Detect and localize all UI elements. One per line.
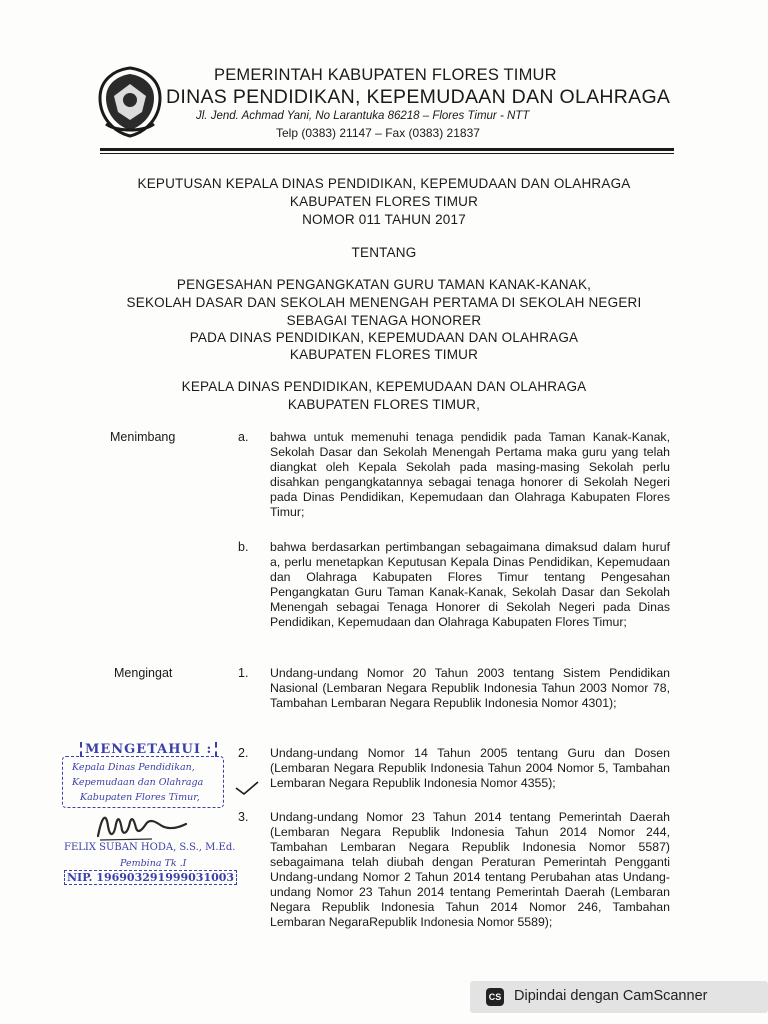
menimbang-marker-b: b. (238, 540, 249, 554)
stamp-position-line-1: Kepala Dinas Pendidikan, (72, 762, 195, 773)
menimbang-marker-a: a. (238, 430, 249, 444)
subject-line-3: SEBAGAI TENAGA HONORER (286, 313, 482, 328)
authority-line-2: KABUPATEN FLORES TIMUR, (287, 397, 481, 412)
decree-title: KEPUTUSAN KEPALA DINAS PENDIDIKAN, KEPEMUDAAN DAN OLAHRAGA (137, 176, 631, 191)
menimbang-item-b: bahwa berdasarkan pertimbangan sebagaimana dimaksud dalam huruf a, perlu menetapkan Keputusan Kepala Dinas Pendidikan, Kepemudaan dan Olahraga Kabupaten Flores Timur tentang Pengesahan Pengangkatan Guru Taman Kanak-Kanak, Sekolah Dasar dan Sekolah Menengah sebagai Tenaga Honorer di Sekolah Negeri pada Dinas Pendidikan, Kepemudaan dan Olahraga Kabupaten Flores Timur; (270, 540, 670, 629)
letterhead-address: Jl. Jend. Achmad Yani, No Larantuka 86218 – Flores Timur - NTT (196, 110, 530, 122)
decree-title-regency: KABUPATEN FLORES TIMUR (289, 194, 479, 209)
handwritten-signature (92, 806, 192, 844)
subject-line-2: SEKOLAH DASAR DAN SEKOLAH MENENGAH PERTAMA DI SEKOLAH NEGERI (126, 295, 642, 310)
mengingat-label: Mengingat (114, 666, 173, 680)
menimbang-item-a: bahwa untuk memenuhi tenaga pendidik pada Taman Kanak-Kanak, Sekolah Dasar dan Sekolah Menengah Pertama maka guru yang telah diangkat oleh Kepala Sekolah pada masing-masing Sekolah perlu disahkan pengangkatannya sebagai tenaga honorer di Sekolah Negeri pada Dinas Pendidikan, Kepemudaan dan Olahraga Kabupaten Flores Timur; (270, 430, 670, 519)
stamp-position-line-3: Kabupaten Flores Timur, (80, 792, 200, 803)
handwritten-tick-mark (234, 778, 260, 798)
mengingat-marker-1: 1. (238, 666, 249, 680)
regency-emblem-logo (96, 66, 164, 138)
decree-number: NOMOR 011 TAHUN 2017 (302, 212, 466, 227)
stamp-official-rank: Pembina Tk .I (120, 858, 187, 869)
letterhead-government-name: PEMERINTAH KABUPATEN FLORES TIMUR (214, 66, 557, 84)
subject-line-4: PADA DINAS PENDIDIKAN, KEPEMUDAAN DAN OLAHRAGA (189, 330, 579, 345)
stamp-title: MENGETAHUI : (80, 742, 217, 757)
letterhead-divider-thick (100, 148, 674, 151)
mengingat-marker-2: 2. (238, 746, 249, 760)
camscanner-logo-icon: CS (486, 988, 504, 1006)
stamp-official-nip: NIP. 196903291999031003 (64, 870, 237, 885)
mengingat-item-2: Undang-undang Nomor 14 Tahun 2005 tentang Guru dan Dosen (Lembaran Negara Republik Indonesia Tahun 2004 Nomor 5, Tambahan Lembaran Negara Republik Indonesia Nomor 4355); (270, 746, 670, 790)
menimbang-label: Menimbang (110, 430, 176, 444)
camscanner-watermark (470, 981, 768, 1013)
letterhead-divider-thin (100, 153, 674, 154)
letterhead-phone: Telp (0383) 21147 – Fax (0383) 21837 (276, 126, 480, 140)
letterhead-agency-name: DINAS PENDIDIKAN, KEPEMUDAAN DAN OLAHRAGA (166, 86, 671, 108)
subject-line-5: KABUPATEN FLORES TIMUR (289, 347, 479, 362)
mengingat-marker-3: 3. (238, 810, 249, 824)
mengingat-item-1: Undang-undang Nomor 20 Tahun 2003 tentang Sistem Pendidikan Nasional (Lembaran Negara Republik Indonesia Tahun 2003 Nomor 78, Tambahan Lembaran Negara Republik Indonesia Nomor 4301); (270, 666, 670, 710)
stamp-official-name: FELIX SUBAN HODA, S.S., M.Ed. (64, 842, 236, 853)
tentang-heading: TENTANG (351, 245, 417, 260)
subject-line-1: PENGESAHAN PENGANGKATAN GURU TAMAN KANAK-KANAK, (176, 277, 592, 292)
stamp-position-line-2: Kepemudaan dan Olahraga (72, 777, 204, 788)
mengetahui-stamp (62, 742, 248, 882)
camscanner-label: Dipindai dengan CamScanner (514, 988, 708, 1004)
authority-line-1: KEPALA DINAS PENDIDIKAN, KEPEMUDAAN DAN OLAHRAGA (181, 379, 587, 394)
mengingat-item-3: Undang-undang Nomor 23 Tahun 2014 tentang Pemerintah Daerah (Lembaran Negara Republik Indonesia Tahun 2014 Nomor 244, Tambahan Lembaran Negara Republik Indonesia Nomor 5587) sebagaimana telah diubah dengan Peraturan Pemerintah Pengganti Undang-undang Nomor 2 Tahun 2014 tentang Perubahan atas Undang-undang Nomor 23 Tahun 2014 tentang Pemerintah Daerah (Lembaran Negara Republik Indonesia Tahun 2014 Nomor 246, Tambahan Lembaran NegaraRepublik Indonesia Nomor 5589); (270, 810, 670, 929)
